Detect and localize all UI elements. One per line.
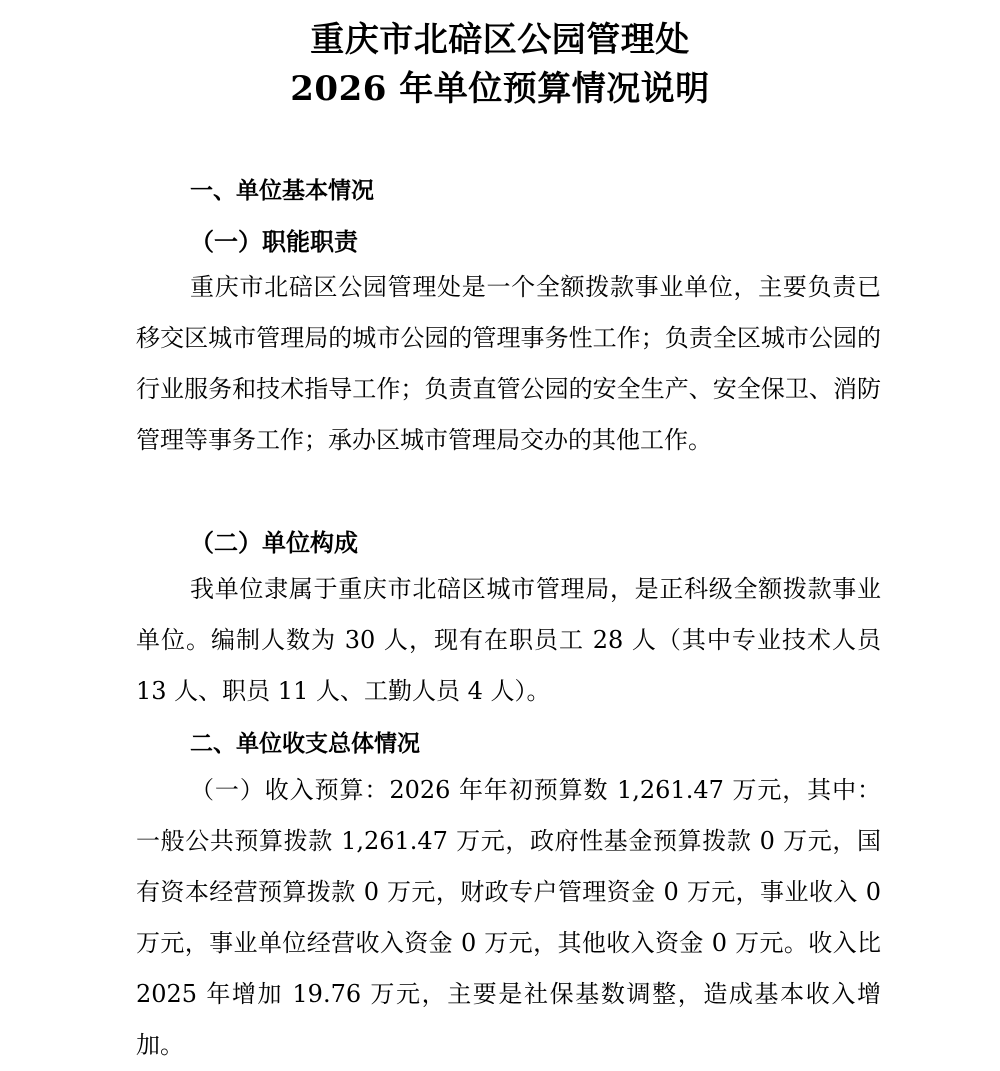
section-heading: 二、单位收支总体情况 (190, 731, 420, 757)
document-title-line-2: 2026 年单位预算情况说明 (290, 69, 710, 109)
paragraph-composition: 我单位隶属于重庆市北碚区城市管理局，是正科级全额拨款事业单位。编制人数为 30 人，现有在职员工 28 人（其中专业技术人员 13 人、职员 11 人、工勤人员 4 人）。 (136, 575, 881, 705)
subsection-heading-duties: （一）职能职责 (190, 227, 358, 256)
section-heading: 一、单位基本情况 (190, 178, 374, 204)
paragraph-income-budget: （一）收入预算：2026 年年初预算数 1,261.47 万元，其中：一般公共预算拨款 1,261.47 万元，政府性基金预算拨款 0 万元，国有资本经营预算拨款 0 万元，财政专户管理资金 0 万元，事业收入 0 万元，事业单位经营收入资金 0 万元，其他收入资金 0 万元。收入比 2025 年增加 19.76 万元，主要是社保基数调整，造成基本收入增加。 (136, 776, 881, 1059)
paragraph-duties: 重庆市北碚区公园管理处是一个全额拨款事业单位，主要负责已移交区城市管理局的城市公园的管理事务性工作；负责全区城市公园的行业服务和技术指导工作；负责直管公园的安全生产、安全保卫、消防管理等事务工作；承办区城市管理局交办的其他工作。 (136, 273, 881, 454)
document-title-line-1: 重庆市北碚区公园管理处 (310, 20, 690, 60)
subsection-heading-composition: （二）单位构成 (190, 528, 358, 557)
